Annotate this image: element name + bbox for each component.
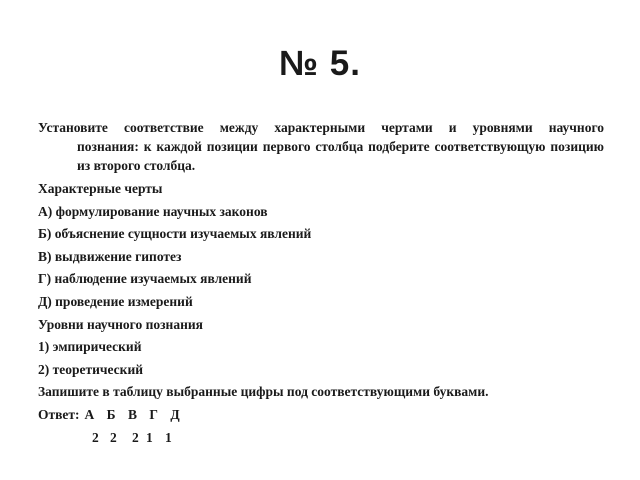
feature-item-v: В) выдвижение гипотез — [38, 248, 182, 264]
answer-letter-g: Г — [149, 406, 158, 422]
feature-item-b: Б) объяснение сущности изучаемых явлений — [38, 226, 312, 242]
answer-letters — [85, 405, 189, 424]
level-item-1: 1) эмпирический — [38, 339, 142, 355]
level-item-2: 2) теоретический — [38, 361, 144, 377]
answer-digit-a: 2 — [92, 429, 99, 445]
task-number-title: № 5. — [279, 44, 361, 83]
task-statement-line-1: Установите соответствие между характерными чертами и уровнями научного — [38, 120, 604, 135]
answer-digit-v: 2 — [132, 429, 139, 445]
feature-item-d: Д) проведение измерений — [38, 293, 193, 309]
answer-digit-b: 2 — [110, 429, 117, 445]
answer-digit-d: 1 — [165, 429, 172, 445]
answer-digits-row — [38, 428, 604, 448]
answer-label: Ответ: — [38, 406, 80, 422]
answer-letter-d: Д — [170, 406, 180, 422]
answer-digit-g: 1 — [146, 429, 153, 445]
task-statement — [38, 118, 604, 175]
task-body — [38, 118, 604, 448]
answer-header-row — [38, 401, 604, 424]
answer-letter-v: В — [127, 406, 137, 422]
levels-heading: Уровни научного познания — [38, 316, 203, 332]
features-heading: Характерные черты — [38, 181, 163, 196]
answer-letter-b: Б — [106, 406, 116, 422]
instruction-text: Запишите в таблицу выбранные цифры под соответствующими буквами. — [38, 384, 489, 400]
feature-item-g: Г) наблюдение изучаемых явлений — [38, 271, 252, 287]
task-statement-continuation: познания: к каждой позиции первого столбца подберите соответствующую позицию из второго столбца. — [77, 139, 604, 173]
answer-letter-a: А — [84, 406, 95, 422]
feature-item-a: А) формулирование научных законов — [38, 203, 268, 219]
